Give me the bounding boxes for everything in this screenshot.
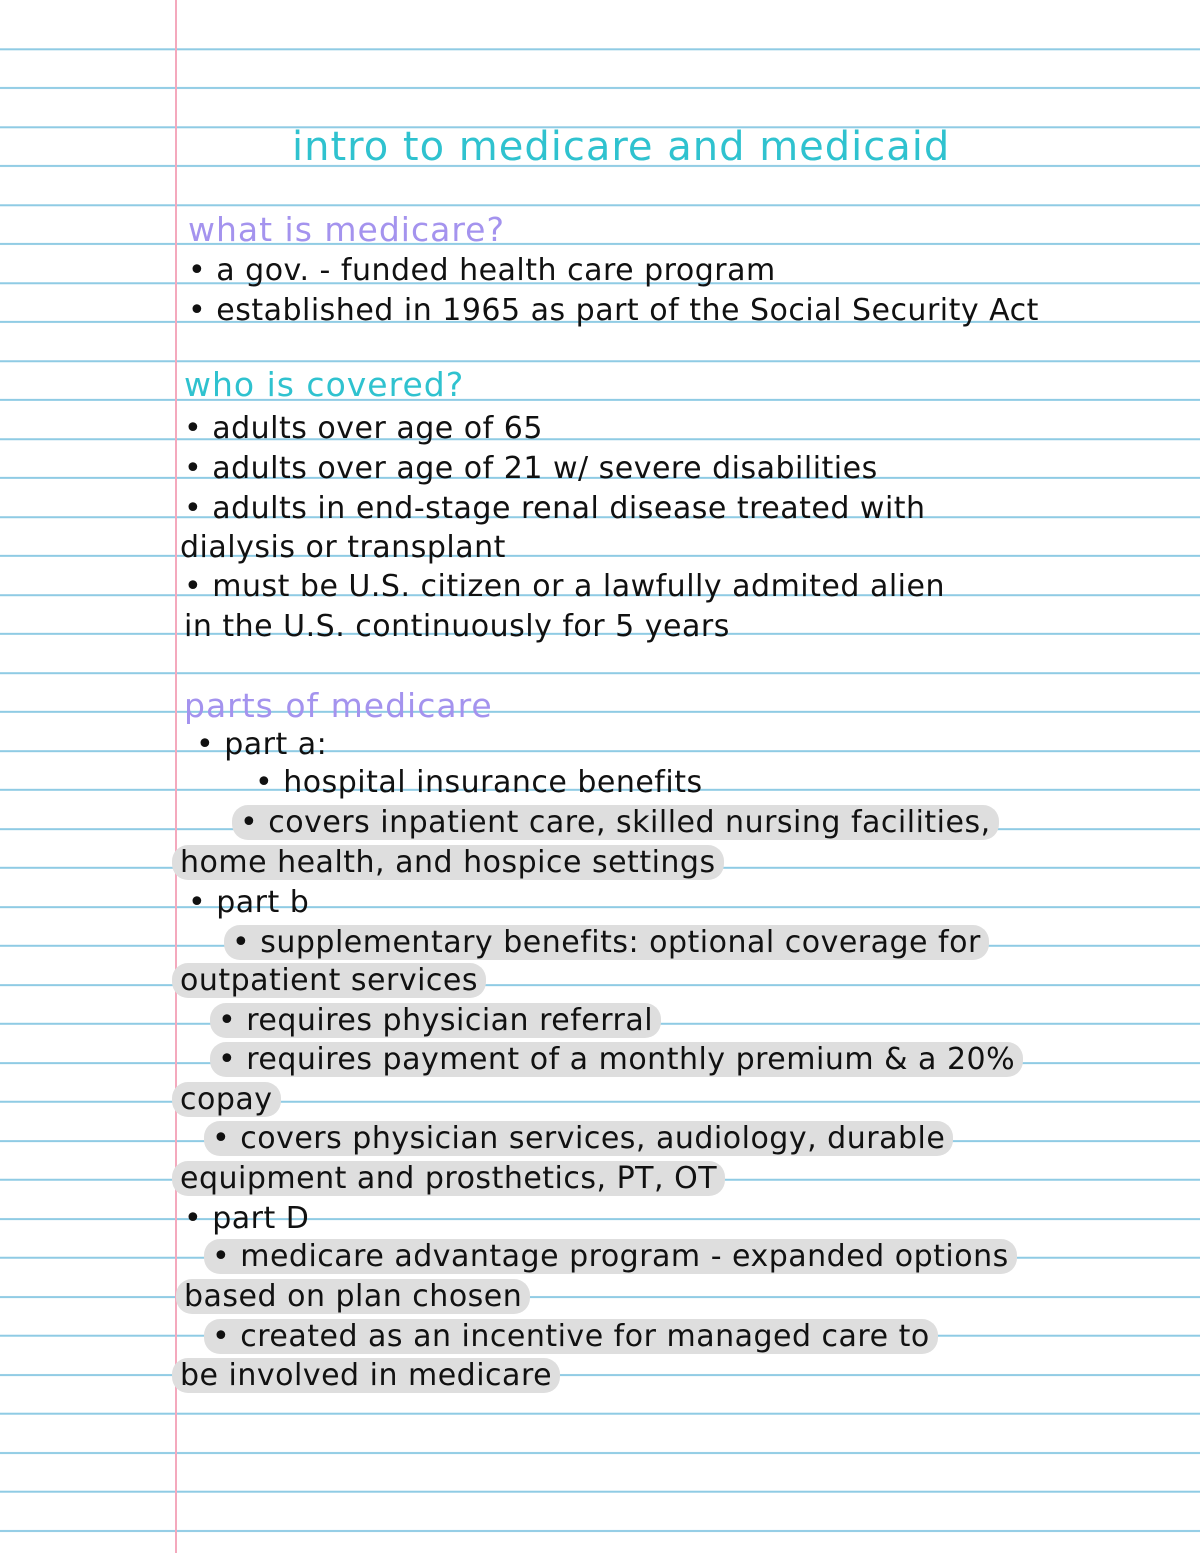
note-line: • established in 1965 as part of the Social Security Act (188, 293, 1039, 328)
note-line: copay (180, 1081, 281, 1119)
note-line: • adults over age of 65 (184, 411, 543, 446)
page-title: intro to medicare and medicaid (292, 124, 951, 170)
note-line: • covers physician services, audiology, durable (212, 1120, 953, 1158)
heading-what-is-medicare: what is medicare? (188, 210, 505, 249)
note-line: based on plan chosen (184, 1278, 530, 1316)
note-line: • requires payment of a monthly premium & a 20% (218, 1041, 1023, 1079)
note-line: • part a: (196, 727, 328, 762)
note-line: • part D (184, 1201, 310, 1236)
note-line: • a gov. - funded health care program (188, 253, 776, 288)
note-line: dialysis or transplant (180, 530, 506, 565)
note-line: • adults in end-stage renal disease treated with (184, 491, 926, 526)
note-line: • requires physician referral (218, 1002, 661, 1040)
heading-who-is-covered: who is covered? (184, 365, 465, 404)
note-line: • part b (188, 885, 310, 920)
notebook-margin-line (175, 0, 177, 1553)
note-line: in the U.S. continuously for 5 years (184, 609, 730, 644)
note-line: • medicare advantage program - expanded options (212, 1238, 1017, 1276)
note-line: home health, and hospice settings (180, 844, 724, 882)
note-line: • hospital insurance benefits (255, 765, 703, 800)
note-line: be involved in medicare (180, 1357, 560, 1395)
note-line: • adults over age of 21 w/ severe disabilities (184, 451, 878, 486)
note-line: • must be U.S. citizen or a lawfully admited alien (184, 569, 945, 604)
note-line: equipment and prosthetics, PT, OT (180, 1160, 725, 1198)
heading-parts-of-medicare: parts of medicare (184, 686, 493, 725)
note-line: • supplementary benefits: optional coverage for (232, 924, 989, 962)
note-line: • created as an incentive for managed care to (212, 1318, 938, 1356)
note-line: outpatient services (180, 962, 486, 1000)
note-line: • covers inpatient care, skilled nursing facilities, (240, 804, 999, 842)
